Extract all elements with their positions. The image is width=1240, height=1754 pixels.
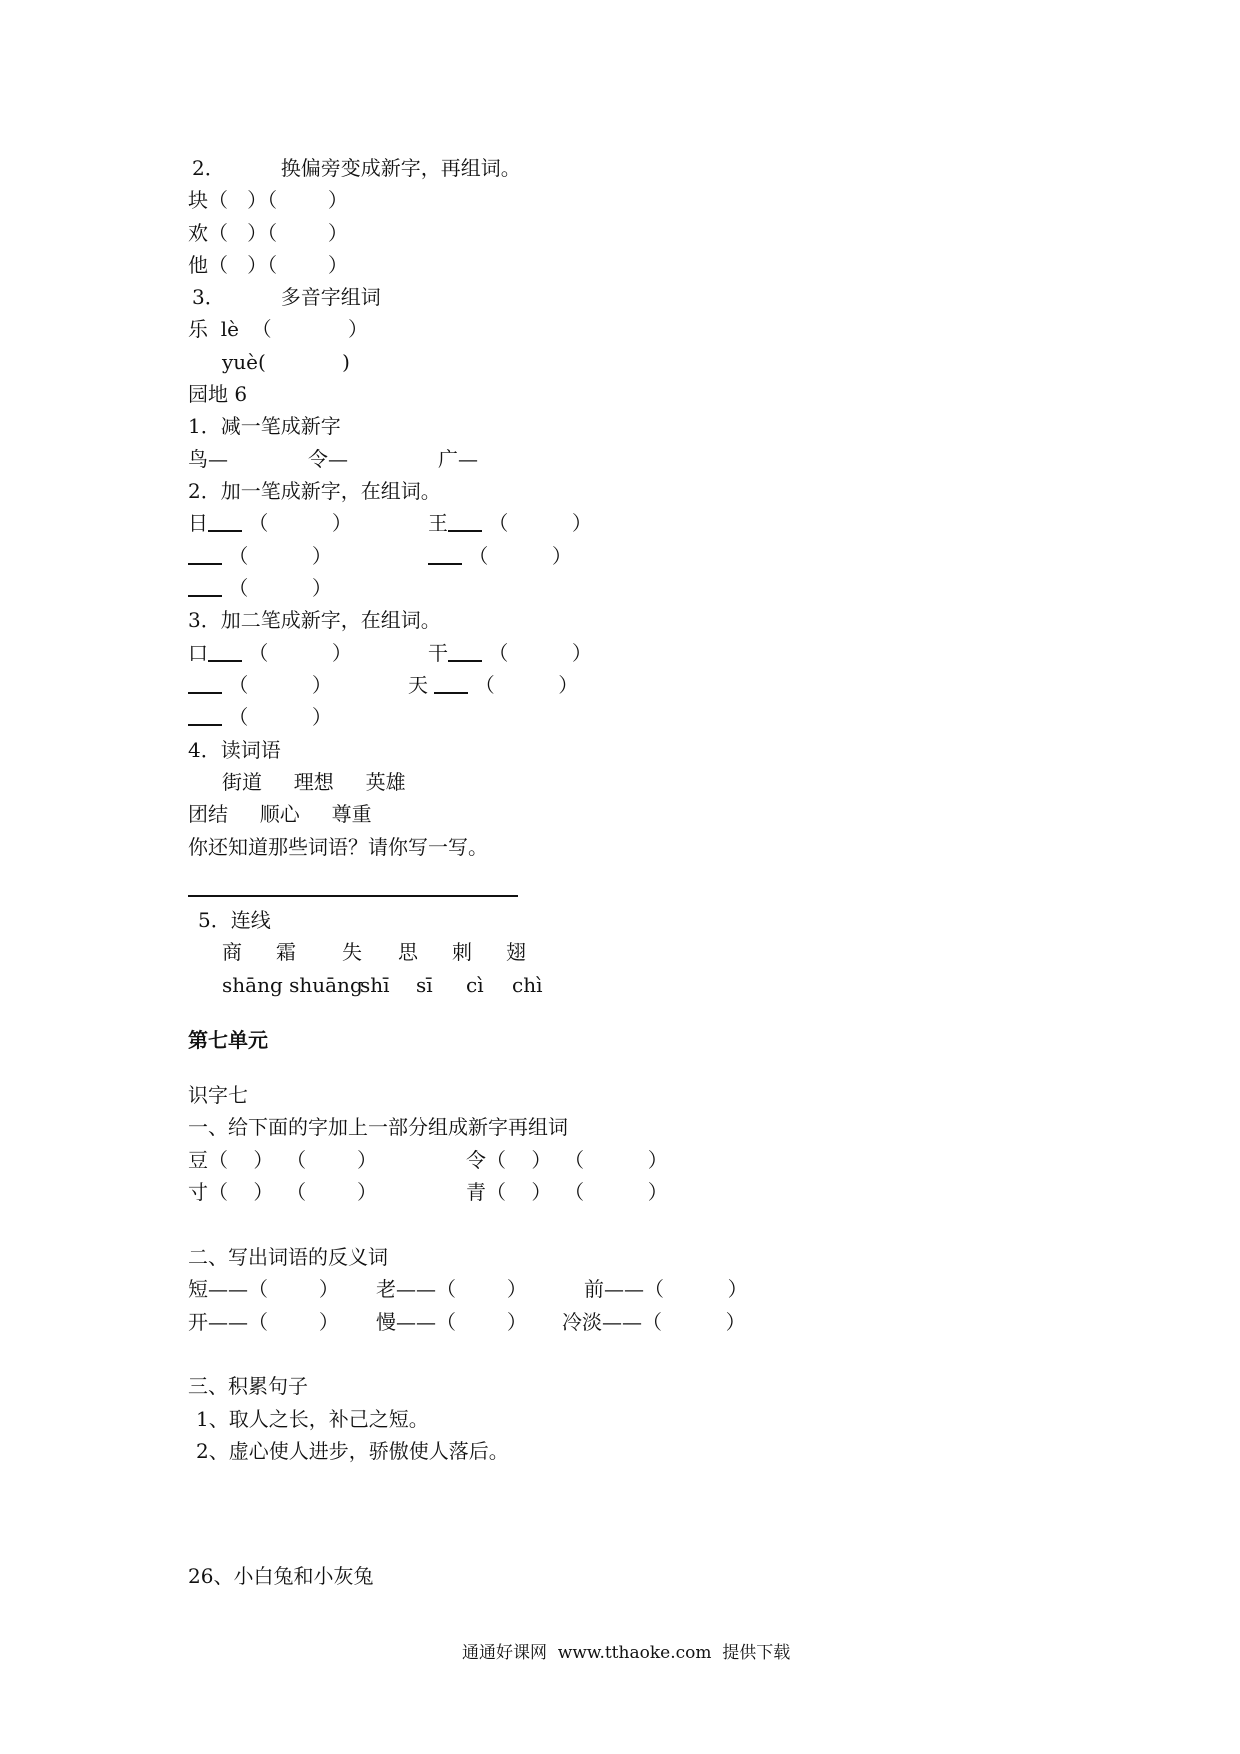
q3-text: 多音字组词 <box>280 285 381 309</box>
y6-q2-row: （ ） <box>188 576 332 600</box>
y6-q5-char: 霜 <box>276 940 296 964</box>
u7-p1: 一、给下面的字加上一部分组成新字再组词 <box>188 1115 568 1139</box>
y6-q1: 1．减一笔成新字 <box>188 414 341 438</box>
lesson-title: 26、小白兔和小灰兔 <box>188 1564 374 1588</box>
u7-p1-row: 青（ ） （ ） <box>466 1180 668 1204</box>
y6-q5-pinyin: shāng shuāng <box>222 973 363 997</box>
q2-row: 块（ ）（ ） <box>188 188 348 212</box>
q3-number: 3． <box>192 285 225 309</box>
q2-heading <box>192 156 521 180</box>
y6-q5-pinyin: sī <box>416 973 433 997</box>
page-footer: 通通好课网 www.tthaoke.com 提供下载 <box>462 1643 791 1663</box>
y6-q3-row: 口 （ ） <box>188 641 352 665</box>
y6-q5-pinyin: cì <box>466 973 484 997</box>
y6-q4-words: 街道 理想 英雄 <box>222 770 406 794</box>
q2-row: 他（ ）（ ） <box>188 253 348 277</box>
y6-q2-row: （ ） <box>428 544 572 568</box>
y6-q5-char: 失 <box>342 940 362 964</box>
y6-q1-item: 广— <box>438 447 478 471</box>
u7-p1-row: 令（ ） （ ） <box>466 1148 668 1172</box>
q3-heading <box>192 285 381 309</box>
u7-p2: 二、写出词语的反义词 <box>188 1245 388 1269</box>
u7-p2-item: 前——（ ） <box>584 1277 748 1301</box>
y6-q1-item: 鸟— <box>188 447 228 471</box>
y6-q5-char: 思 <box>398 940 418 964</box>
y6-q4-prompt: 你还知道那些词语？请你写一写。 <box>188 835 488 859</box>
u7-p2-item: 开——（ ） <box>188 1310 339 1334</box>
u7-p3-item: 1、取人之长，补己之短。 <box>196 1407 429 1431</box>
y6-q5-char: 商 <box>222 940 242 964</box>
y6-q3-row: 干 （ ） <box>428 641 592 665</box>
section-title: 园地 6 <box>188 382 248 406</box>
q3-row: 乐 lè （ ） <box>188 317 368 341</box>
u7-p2-item: 老——（ ） <box>376 1277 527 1301</box>
u7-p3: 三、积累句子 <box>188 1374 308 1398</box>
y6-q2-row: 日 （ ） <box>188 511 352 535</box>
y6-q2-row: 王 （ ） <box>428 511 592 535</box>
q2-text: 换偏旁变成新字，再组词。 <box>280 156 521 180</box>
y6-q2-row: （ ） <box>188 544 332 568</box>
y6-q5: 5．连线 <box>198 908 271 932</box>
y6-q5-pinyin: shī <box>360 973 390 997</box>
y6-q3: 3．加二笔成新字，在组词。 <box>188 608 441 632</box>
u7-p1-row: 寸（ ） （ ） <box>188 1180 378 1204</box>
u7-p2-item: 短——（ ） <box>188 1277 339 1301</box>
y6-q5-char: 翅 <box>506 940 526 964</box>
y6-q3-row: （ ） <box>188 673 332 697</box>
y6-q3-row: 天 （ ） <box>408 673 579 697</box>
y6-q4: 4．读词语 <box>188 738 281 762</box>
u7-p1-row: 豆（ ） （ ） <box>188 1148 378 1172</box>
u7-p2-item: 慢——（ ） <box>376 1310 527 1334</box>
y6-q2: 2．加一笔成新字，在组词。 <box>188 479 441 503</box>
q2-number: 2． <box>192 156 225 180</box>
unit-title: 第七单元 <box>188 1028 268 1052</box>
answer-line <box>188 895 518 897</box>
u7-p2-item: 冷淡——（ ） <box>562 1310 746 1334</box>
y6-q1-item: 令— <box>308 447 348 471</box>
y6-q5-char: 刺 <box>452 940 472 964</box>
unit-subtitle: 识字七 <box>188 1083 248 1107</box>
y6-q5-pinyin: chì <box>512 973 543 997</box>
u7-p3-item: 2、虚心使人进步，骄傲使人落后。 <box>196 1439 509 1463</box>
q3-row: yuè( ) <box>222 350 350 374</box>
y6-q3-row: （ ） <box>188 705 332 729</box>
y6-q4-words: 团结 顺心 尊重 <box>188 802 372 826</box>
q2-row: 欢（ ）（ ） <box>188 221 348 245</box>
